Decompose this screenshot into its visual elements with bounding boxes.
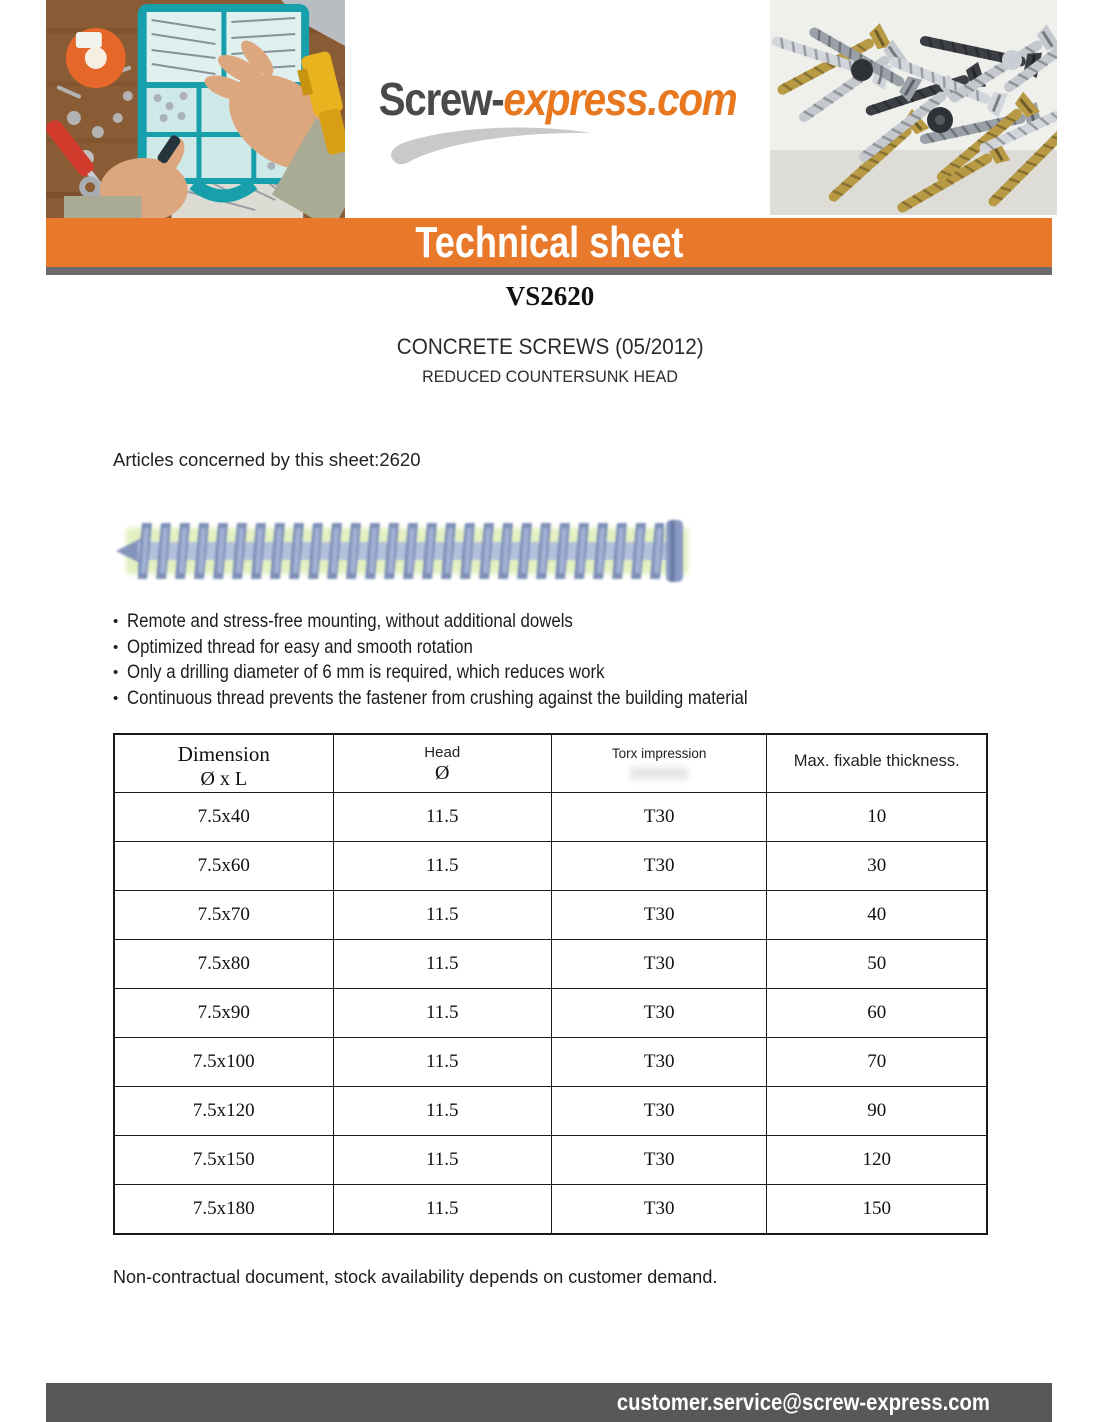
cell-max-thickness: 90 [767, 1087, 987, 1136]
cell-head-diameter: 11.5 [333, 1038, 551, 1087]
feature-text: Only a drilling diameter of 6 mm is required, which reduces work [127, 662, 605, 683]
torx-ghost-watermark [630, 767, 688, 780]
footnote: Non-contractual document, stock availability depends on customer demand. [113, 1267, 718, 1287]
header-dimension-line2: Ø x L [200, 768, 248, 790]
header-dimension [114, 734, 333, 793]
cell-dimension: 7.5x60 [114, 842, 333, 891]
document-code: VS2620 [505, 281, 595, 311]
cell-dimension: 7.5x40 [114, 793, 333, 842]
table-header-row [114, 734, 987, 793]
table-row [114, 989, 987, 1038]
document-title-text: CONCRETE SCREWS (05/2012) [396, 334, 704, 359]
cell-torx: T30 [551, 1185, 767, 1235]
table-row [114, 1185, 987, 1235]
cell-torx: T30 [551, 1136, 767, 1185]
footer-bar [46, 1383, 1052, 1422]
concrete-screw-art [108, 510, 708, 592]
cell-head-diameter: 11.5 [333, 891, 551, 940]
feature-item [113, 686, 893, 712]
screws-photo [770, 0, 1057, 215]
cell-max-thickness: 70 [767, 1038, 987, 1087]
table-row [114, 1087, 987, 1136]
cell-head-diameter: 11.5 [333, 989, 551, 1038]
feature-text: Continuous thread prevents the fastener from crushing against the building material [127, 687, 748, 709]
cell-torx: T30 [551, 842, 767, 891]
banner-title: Technical sheet [414, 217, 684, 267]
logo-text [371, 72, 745, 126]
cell-head-diameter: 11.5 [333, 1185, 551, 1235]
feature-item [113, 635, 893, 661]
logo-swoosh-icon [387, 126, 597, 168]
header-dimension-line1: Dimension [177, 742, 270, 766]
logo-text-express: express.com [503, 73, 737, 125]
articles-line: Articles concerned by this sheet:2620 [113, 449, 421, 470]
cell-head-diameter: 11.5 [333, 1087, 551, 1136]
cell-head-diameter: 11.5 [333, 1136, 551, 1185]
document-subtitle [0, 367, 1100, 387]
feature-list [113, 609, 893, 711]
dimensions-table [113, 733, 988, 1235]
cell-max-thickness: 40 [767, 891, 987, 940]
header-torx [551, 734, 767, 793]
footer-email: customer.service@screw-express.com [616, 1389, 990, 1415]
header-head-line2: Ø [435, 762, 450, 784]
table-row [114, 1038, 987, 1087]
table-row [114, 842, 987, 891]
banner-underline [46, 267, 1052, 275]
cell-max-thickness: 50 [767, 940, 987, 989]
cell-head-diameter: 11.5 [333, 842, 551, 891]
workbench-photo-art [46, 0, 345, 218]
screws-photo-art [770, 0, 1057, 215]
cell-dimension: 7.5x180 [114, 1185, 333, 1235]
table-row [114, 891, 987, 940]
feature-item [113, 660, 893, 686]
header-head-line1: Head [424, 744, 461, 761]
header-torx-text: Torx impression [611, 746, 707, 761]
bullet-icon: • [113, 613, 119, 630]
cell-torx: T30 [551, 989, 767, 1038]
cell-max-thickness: 120 [767, 1136, 987, 1185]
cell-max-thickness: 10 [767, 793, 987, 842]
cell-max-thickness: 60 [767, 989, 987, 1038]
header-max-thickness [767, 734, 987, 793]
cell-torx: T30 [551, 1087, 767, 1136]
document-subtitle-text: REDUCED COUNTERSUNK HEAD [422, 367, 678, 386]
feature-text: Optimized thread for easy and smooth rotation [127, 636, 473, 658]
bullet-icon: • [113, 638, 119, 656]
table-row [114, 940, 987, 989]
table-row [114, 793, 987, 842]
bullet-icon: • [113, 664, 119, 681]
workbench-photo [46, 0, 345, 218]
cell-torx: T30 [551, 891, 767, 940]
cell-dimension: 7.5x150 [114, 1136, 333, 1185]
header-max-text: Max. fixable thickness. [793, 752, 960, 770]
cell-dimension: 7.5x120 [114, 1087, 333, 1136]
brand-logo [345, 0, 770, 218]
cell-head-diameter: 11.5 [333, 940, 551, 989]
cell-head-diameter: 11.5 [333, 793, 551, 842]
cell-max-thickness: 150 [767, 1185, 987, 1235]
cell-dimension: 7.5x80 [114, 940, 333, 989]
cell-torx: T30 [551, 793, 767, 842]
table-row [114, 1136, 987, 1185]
cell-max-thickness: 30 [767, 842, 987, 891]
logo-text-screw: Screw- [378, 73, 504, 125]
header-head-diameter [333, 734, 551, 793]
cell-torx: T30 [551, 940, 767, 989]
feature-text: Remote and stress-free mounting, without additional dowels [127, 611, 573, 632]
cell-torx: T30 [551, 1038, 767, 1087]
cell-dimension: 7.5x90 [114, 989, 333, 1038]
feature-item [113, 609, 893, 635]
concrete-screw-image [108, 510, 708, 592]
technical-sheet-banner [46, 218, 1052, 267]
document-title [0, 334, 1100, 360]
bullet-icon: • [113, 689, 119, 707]
cell-dimension: 7.5x70 [114, 891, 333, 940]
cell-dimension: 7.5x100 [114, 1038, 333, 1087]
